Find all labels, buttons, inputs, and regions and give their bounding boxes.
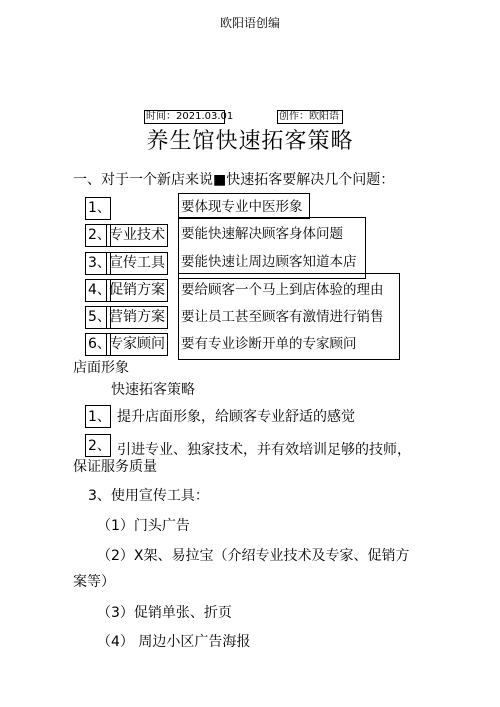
- author-label: 创作：欧阳语: [279, 111, 339, 122]
- item2-text: 引进专业、独家技术，并有效培训足够的技师，: [117, 442, 411, 458]
- row6-num: 6、: [88, 336, 111, 352]
- row2-num: 2、: [88, 227, 111, 243]
- row3-label: 宣传工具: [109, 255, 165, 271]
- row1-desc: 要体现专业中医形象: [181, 199, 303, 215]
- item3-heading: 3、使用宣传工具：: [88, 488, 209, 504]
- page-header: 欧阳语创编: [219, 16, 280, 30]
- item2-num: 2、: [88, 438, 111, 454]
- row1-num: 1、: [88, 200, 111, 216]
- row5-desc: 要让员工甚至顾客有激情进行销售: [181, 309, 384, 325]
- sub-item-4: （4） 周边小区广告海报: [97, 634, 251, 650]
- row2-label: 专业技术: [109, 227, 165, 243]
- row4-num: 4、: [88, 282, 111, 298]
- section1-heading: 一、对于一个新店来说■快速拓客要解决几个问题：: [73, 172, 395, 188]
- strategy-heading: 快速拓客策略: [111, 382, 195, 398]
- item1-text: 提升店面形象，给顾客专业舒适的感觉: [117, 409, 355, 425]
- store-image-label: 店面形象: [73, 360, 129, 376]
- document-title: 养生馆快速拓客策略: [146, 129, 354, 154]
- row5-num: 5、: [88, 309, 111, 325]
- row3-num: 3、: [88, 255, 111, 271]
- sub-item-3: （3）促销单张、折页: [97, 605, 232, 621]
- row4-label: 促销方案: [109, 282, 165, 298]
- row2-desc: 要能快速解决顾客身体问题: [181, 226, 343, 242]
- sub-item-2: （2）X架、易拉宝（介绍专业技术及专家、促销方: [97, 548, 410, 564]
- row3-desc: 要能快速让周边顾客知道本店: [181, 254, 357, 270]
- sub-item-1: （1）门头广告: [97, 518, 190, 534]
- item2-continuation: 保证服务质量: [73, 459, 157, 475]
- time-label: 时间：2021.03.01: [146, 111, 234, 122]
- row5-label: 营销方案: [109, 309, 165, 325]
- row6-desc: 要有专业诊断开单的专家顾问: [181, 336, 357, 352]
- item1-num: 1、: [88, 409, 111, 425]
- sub-item-2-continuation: 案等）: [73, 574, 115, 590]
- row4-desc: 要给顾客一个马上到店体验的理由: [181, 282, 384, 298]
- row6-label: 专家顾问: [109, 336, 165, 352]
